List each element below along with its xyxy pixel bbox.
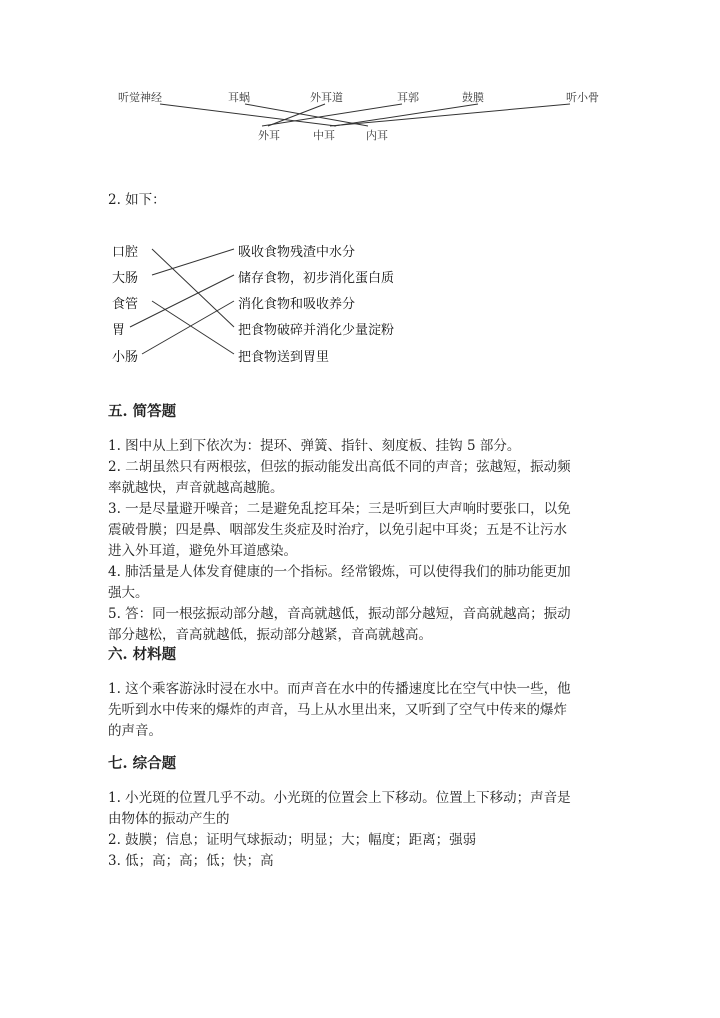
section-5-body xyxy=(108,436,571,646)
section-6-body xyxy=(108,679,571,742)
text-line: 由物体的振动产生的 xyxy=(108,811,230,827)
section-6-title: 六. 材料题 xyxy=(108,646,177,663)
text-line: 3. 低；高；高；低；快；高 xyxy=(108,853,274,869)
digest-left-stomach: 胃 xyxy=(112,323,126,338)
digest-right-2: 储存食物，初步消化蛋白质 xyxy=(238,271,395,286)
digest-right-4: 把食物破碎并消化少量淀粉 xyxy=(238,323,395,338)
text-line: 强大。 xyxy=(108,585,149,601)
section-5-title: 五. 简答题 xyxy=(108,403,177,420)
text-line: 1. 小光斑的位置几乎不动。小光斑的位置会上下移动。位置上下移动；声音是 xyxy=(108,790,571,806)
ear-label-outer-ear: 外耳 xyxy=(258,129,280,142)
ear-label-ossicles: 听小骨 xyxy=(566,91,599,104)
match-line xyxy=(152,301,234,354)
match-line xyxy=(152,249,234,327)
text-line: 3. 一是尽量避开噪音；二是避免乱挖耳朵；三是听到巨大声响时要张口，以免 xyxy=(108,501,571,517)
text-line: 4. 肺活量是人体发育健康的一个指标。经常锻炼，可以使得我们的肺功能更加 xyxy=(108,564,571,580)
text-line: 5. 答：同一根弦振动部分越，音高就越低，振动部分越短，音高就越高；振动 xyxy=(108,606,571,622)
match-line xyxy=(130,275,234,327)
text-line: 先听到水中传来的爆炸的声音，马上从水里出来，又听到了空气中传来的爆炸 xyxy=(108,702,567,718)
text-line: 2. 二胡虽然只有两根弦，但弦的振动能发出高低不同的声音；弦越短，振动频 xyxy=(108,459,571,475)
ear-label-auditory-nerve: 听觉神经 xyxy=(118,91,162,104)
digest-left-large-intestine: 大肠 xyxy=(112,271,139,286)
text-line: 2. 鼓膜；信息；证明气球振动；明显；大；幅度；距离；强弱 xyxy=(108,832,477,848)
text-line: 进入外耳道，避免外耳道感染。 xyxy=(108,543,297,559)
section-7-title: 七. 综合题 xyxy=(108,755,177,772)
match-line xyxy=(142,301,234,354)
digest-right-1: 吸收食物残渣中水分 xyxy=(238,245,356,260)
text-line: 部分越松，音高就越低，振动部分越紧，音高就越高。 xyxy=(108,627,432,643)
digest-right-3: 消化食物和吸收养分 xyxy=(238,297,356,312)
digest-left-esophagus: 食管 xyxy=(112,297,139,312)
ear-label-auricle: 耳郭 xyxy=(397,91,419,104)
ear-label-eardrum: 鼓膜 xyxy=(462,91,484,104)
digest-right-5: 把食物送到胃里 xyxy=(238,350,330,365)
answer-2-label: 2. 如下： xyxy=(108,192,166,208)
ear-label-ear-canal: 外耳道 xyxy=(310,91,343,104)
ear-label-inner-ear: 内耳 xyxy=(366,129,388,142)
text-line: 震破骨膜；四是鼻、咽部发生炎症及时治疗，以免引起中耳炎；五是不让污水 xyxy=(108,522,567,538)
text-line: 1. 图中从上到下依次为：提环、弹簧、指针、刻度板、挂钩 5 部分。 xyxy=(108,438,521,454)
section-7-body xyxy=(108,788,571,872)
text-line: 率就越快，声音就越高越脆。 xyxy=(108,480,284,496)
digest-left-small-intestine: 小肠 xyxy=(112,350,139,365)
ear-label-middle-ear: 中耳 xyxy=(313,129,335,142)
text-line: 的声音。 xyxy=(108,723,162,739)
ear-label-cochlea: 耳蜗 xyxy=(228,91,250,104)
text-line: 1. 这个乘客游泳时浸在水中。而声音在水中的传播速度比在空气中快一些，他 xyxy=(108,681,571,697)
digest-left-mouth: 口腔 xyxy=(112,245,139,260)
match-line xyxy=(152,249,234,275)
